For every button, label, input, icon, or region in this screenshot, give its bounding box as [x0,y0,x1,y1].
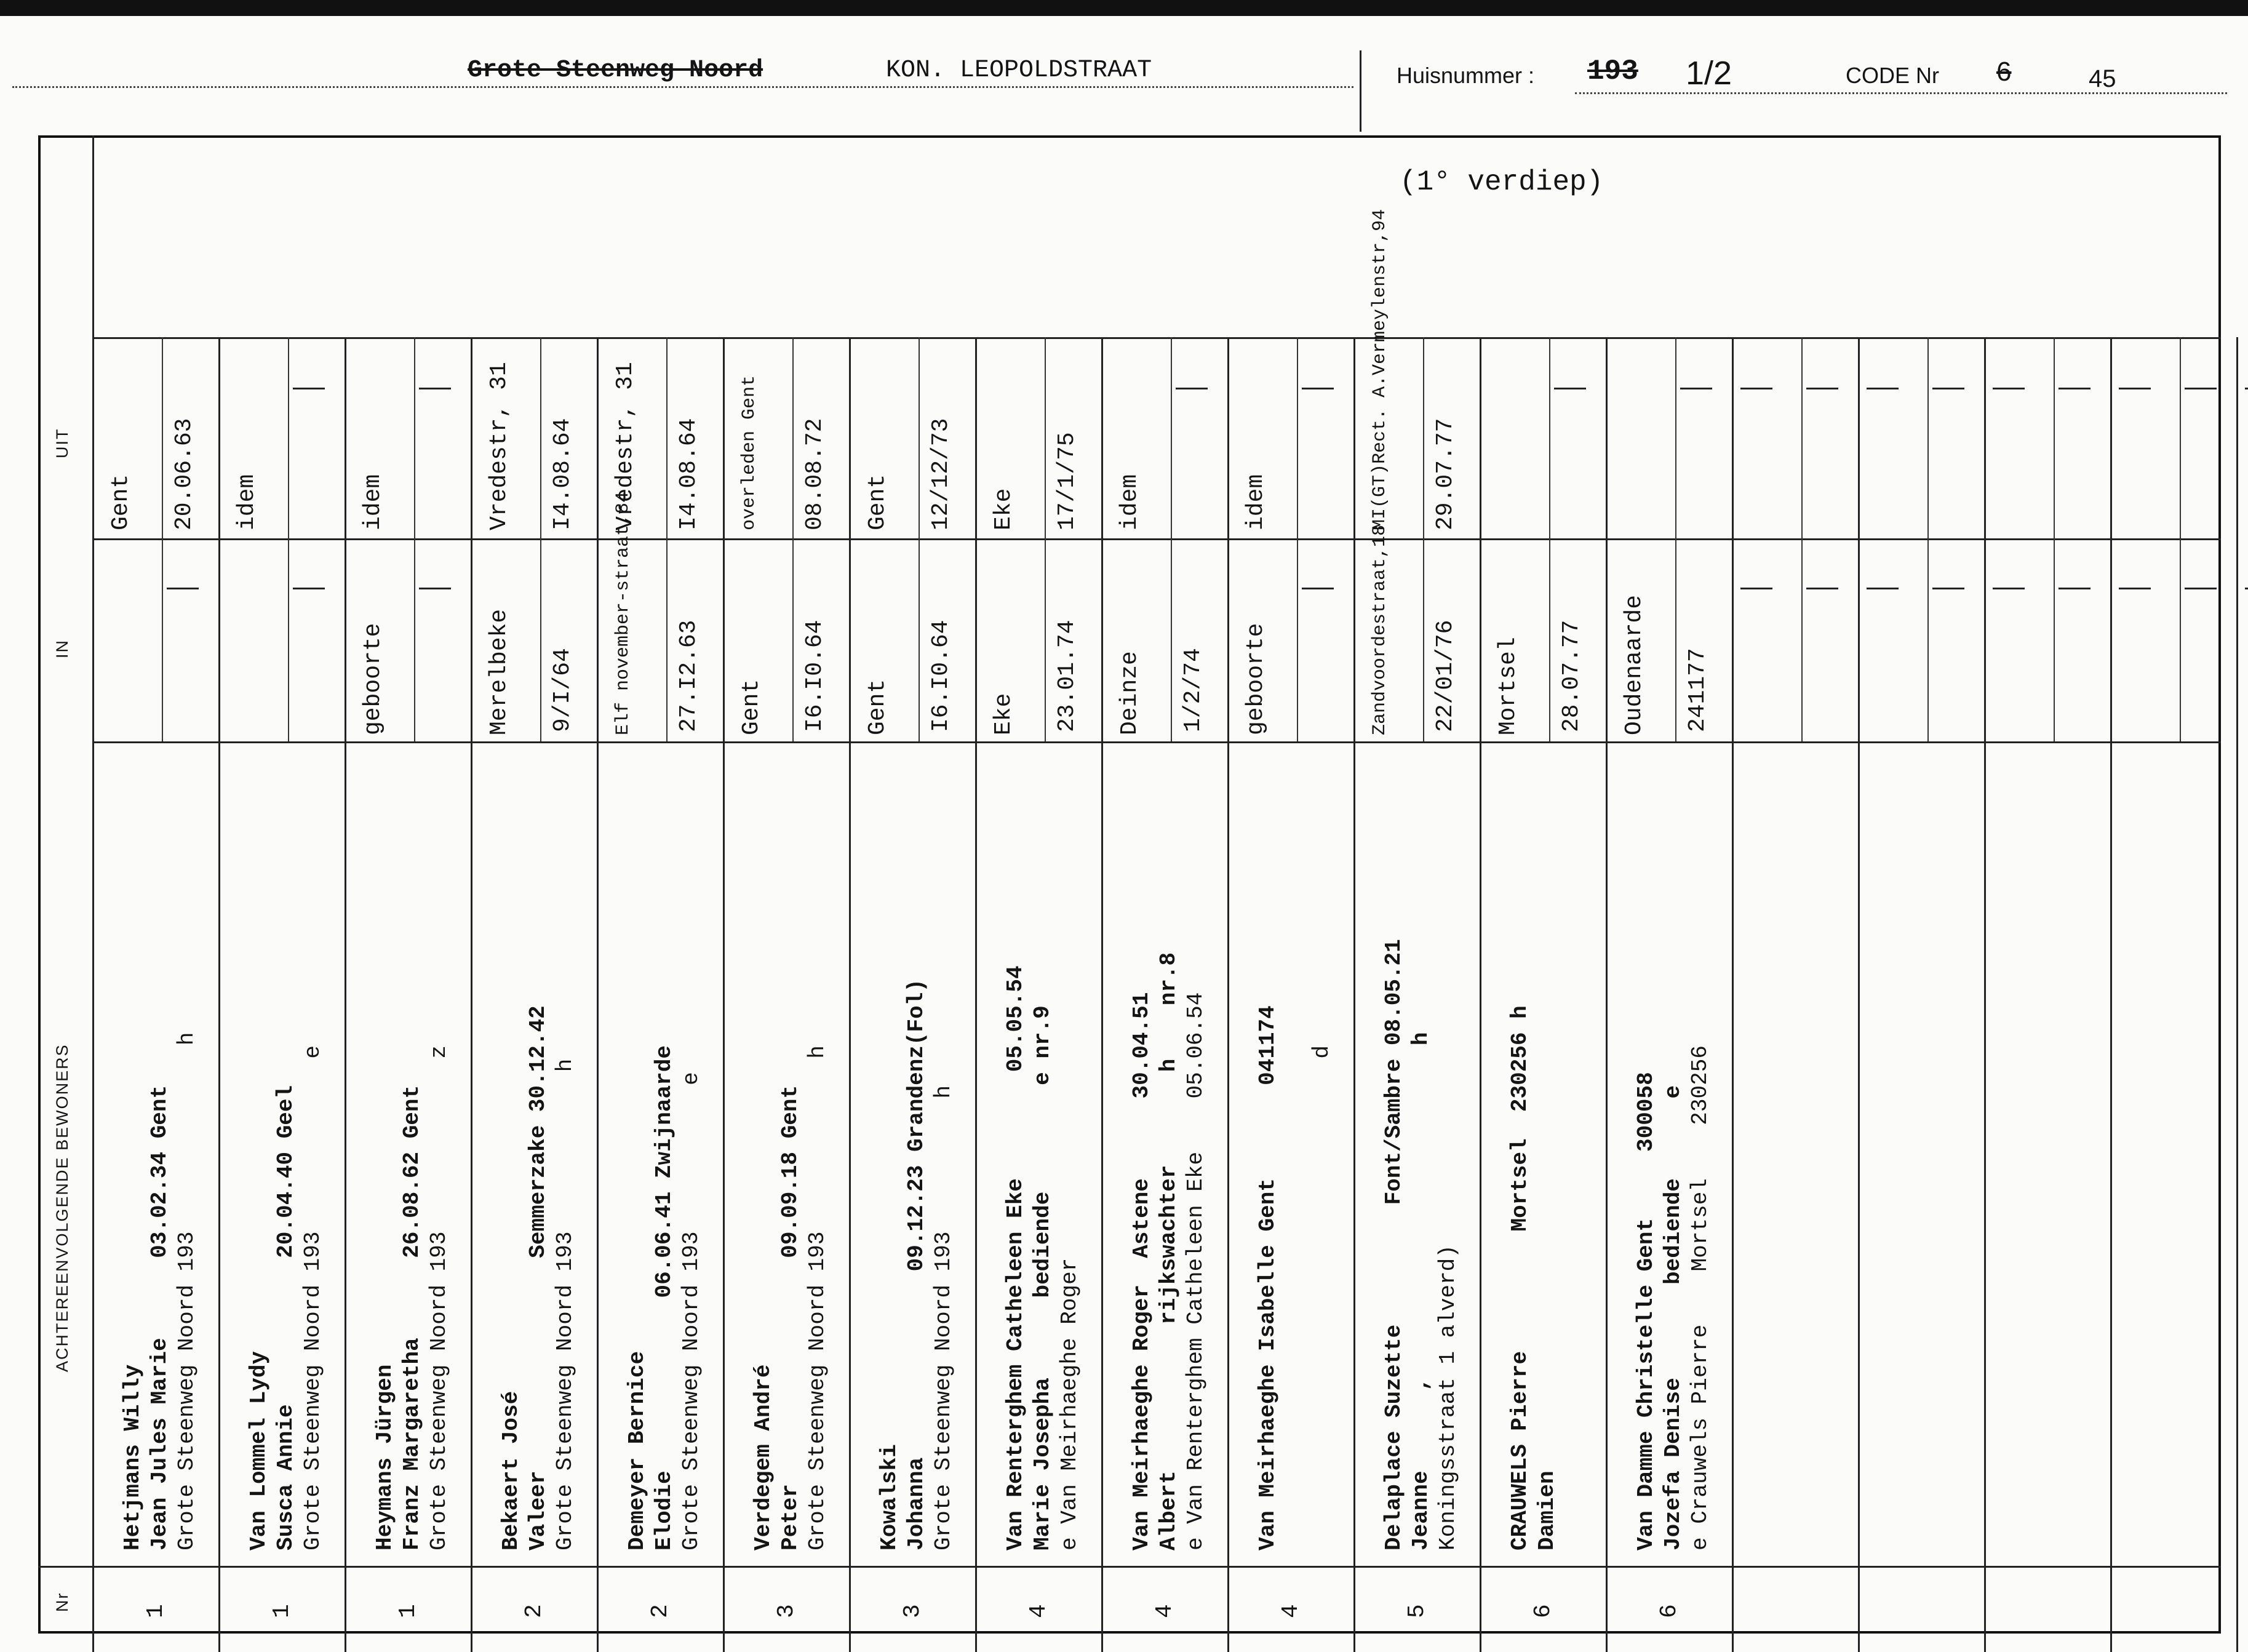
row-divider [2236,337,2238,1634]
row-number: 4 [1278,1604,1304,1618]
dash-mark [1867,388,1899,389]
resident-line: Susca Annie 20.04.40 Geel [273,1085,298,1550]
uit-place: Vredestr, 31 [612,362,639,530]
label-column-divider [92,135,94,1634]
row-divider [975,337,977,1634]
footer-tick [471,1634,472,1652]
huisnummer-struck-value: 193 [1587,55,1638,87]
row-divider [345,337,346,1634]
uit-place: Vredestr, 31 [486,362,512,530]
resident-line: e Van Meirhaeghe Roger [1057,1258,1082,1550]
footer-tick [597,1634,599,1652]
row-subdivider [1171,337,1172,741]
huisnummer-label: Huisnummer : [1397,63,1535,88]
label-nr: Nr [53,1592,71,1612]
row-divider [1480,337,1481,1634]
resident-line: Grote Steenweg Noord 193 h [931,1085,956,1550]
row-subdivider [288,337,289,741]
in-place: geboorte [360,623,386,735]
resident-line: Johanna 09.12.23 Grandenz(Fol) [904,979,929,1550]
resident-line: Heymans Jürgen [372,1364,397,1550]
in-place: Gent [738,679,765,735]
row-divider [1858,337,1860,1634]
row-number: 1 [143,1604,169,1618]
dash-mark [1806,588,1838,589]
row-subdivider [540,337,541,741]
row-divider [1984,337,1986,1634]
resident-line: Peter 09.09.18 Gent [778,1085,803,1550]
uit-place: idem [360,474,386,530]
resident-line: Grote Steenweg Noord 193 e [300,1045,325,1550]
street-name-secondary: KON. LEOPOLDSTRAAT [886,57,1152,84]
in-uit-divider [92,538,2221,540]
dash-mark [2119,588,2151,589]
dash-mark [2185,388,2217,389]
dash-mark [2059,388,2091,389]
resident-line: Marie Josepha bediende e nr.9 [1030,1005,1055,1550]
footer-tick [849,1634,851,1652]
dash-mark [2119,388,2151,389]
resident-line: Bekaert José [498,1391,524,1550]
resident-line: Franz Margaretha 26.08.62 Gent [399,1085,424,1550]
resident-line: Van Meirhaeghe Roger Astene 30.04.51 [1129,992,1154,1550]
footer-tick [1227,1634,1229,1652]
resident-line: Kowalski [877,1444,902,1550]
row-divider [597,337,599,1634]
uit-place: idem [1117,474,1143,530]
street-name-primary: Grote Steenweg Noord [468,57,763,84]
row-subdivider [919,337,920,741]
resident-line: Van Damme Christelle Gent 300058 [1633,1072,1659,1550]
footer-tick [1353,1634,1355,1652]
row-subdivider [1801,337,1803,741]
dash-mark [2185,588,2217,589]
row-subdivider [2180,337,2181,741]
header-dotted-line [12,86,1353,88]
resident-line: Damien [1534,1470,1560,1550]
in-date: 1/2/74 [1180,648,1206,732]
row-subdivider [1927,337,1929,741]
scan-top-edge [0,0,2248,16]
dash-mark [1932,588,1964,589]
row-divider [1101,337,1103,1634]
in-place: Zandvoordestraat,18 [1369,524,1390,735]
dash-mark [1302,588,1334,589]
footer-tick [1101,1634,1103,1652]
uit-date: I4.08.64 [549,418,576,530]
uit-place: idem [234,474,260,530]
in-date: 28.07.77 [1558,620,1585,732]
huisnummer-value: 1/2 [1686,55,1732,92]
code-value: 45 [2089,65,2116,92]
row-number: 2 [647,1604,674,1618]
resident-line: Jean Jules Marie 03.02.34 Gent [147,1085,172,1550]
row-divider [849,337,851,1634]
row-subdivider [1549,337,1550,741]
in-date: 23.01.74 [1054,620,1080,732]
in-place: Merelbeke [486,609,512,735]
in-date: 22/01/76 [1432,620,1459,732]
dash-mark [293,588,325,589]
in-place: geboorte [1243,623,1269,735]
row-subdivider [1045,337,1046,741]
uit-place: overleden Gent [739,375,760,530]
resident-line: d [1309,1045,1334,1550]
resident-line: Van Renterghem Catheleen Eke 05.05.54 [1003,965,1028,1550]
in-date: 9/I/64 [549,648,576,732]
row-divider [723,337,725,1634]
resident-line: Verdegem André [751,1364,776,1550]
resident-line: Albert rijkswachter h nr.8 [1156,952,1181,1550]
row-subdivider [162,337,163,741]
resident-line: Demeyer Bernice [624,1351,650,1550]
footer-tick [218,1634,220,1652]
in-date: I6.I0.64 [928,620,954,732]
resident-line: e Crauwels Pierre Mortsel 230256 [1688,1045,1713,1550]
nr-row-divider [38,1566,2221,1568]
resident-line: CRAUWELS Pierre Mortsel 230256 h [1507,1005,1533,1550]
resident-line: Delaplace Suzette Font/Sambre 08.05.21 [1381,939,1406,1550]
dash-mark [2059,588,2091,589]
resident-line: e Van Renterghem Catheleen Eke 05.06.54 [1183,992,1208,1550]
uit-date: 29.07.77 [1432,418,1459,530]
footer-tick [1606,1634,1608,1652]
uit-place: Eke [990,488,1017,530]
row-subdivider [666,337,668,741]
dash-mark [419,588,451,589]
row-number: 3 [773,1604,800,1618]
row-subdivider [414,337,415,741]
dash-mark [1740,588,1772,589]
row-number: 1 [395,1604,421,1618]
row-divider [1606,337,1608,1634]
resident-line: Jozefa Denise bediende e [1660,1085,1686,1550]
row-number: 4 [1152,1604,1178,1618]
dash-mark [1932,388,1964,389]
row-number: 5 [1404,1604,1430,1618]
row-subdivider [1423,337,1424,741]
row-subdivider [1675,337,1676,741]
dash-mark [1806,388,1838,389]
footer-tick [1480,1634,1481,1652]
floor-note: (1° verdiep) [1400,166,1604,198]
row-number: 3 [899,1604,926,1618]
uit-date: 20.06.63 [171,418,197,530]
uit-date: 08.08.72 [802,418,828,530]
resident-line: Grote Steenweg Noord 193 h [174,1032,199,1550]
resident-line: Elodie 06.06.41 Zwijnaarde [652,1045,677,1550]
dash-mark [1680,388,1712,389]
uit-place: Gent [864,474,891,530]
in-date: I6.I0.64 [802,620,828,732]
uit-place: idem [1243,474,1269,530]
row-subdivider [1297,337,1298,741]
resident-line: Hetjmans Willy [120,1364,145,1550]
uit-place: Gent [108,474,134,530]
header-dotted-line-right [1575,92,2227,94]
in-date: 241177 [1684,648,1711,732]
row-number: 2 [521,1604,548,1618]
dash-mark [1993,388,2025,389]
row-divider [2110,337,2112,1634]
label-bewoners: ACHTEREENVOLGENDE BEWONERS [53,1043,71,1372]
uit-place: MI(GT)Rect. A.Vermeylenstr,94 [1369,209,1390,530]
footer-tick [345,1634,346,1652]
uit-date: 12/12/73 [928,418,954,530]
dash-mark [1740,388,1772,389]
resident-line: Grote Steenweg Noord 193 h [552,1058,578,1550]
label-uit: UIT [53,428,71,458]
code-label: CODE Nr [1846,63,1939,88]
resident-line: Grote Steenweg Noord 193 e [679,1072,704,1550]
row-divider [1353,337,1355,1634]
dash-mark [1867,588,1899,589]
footer-tick [2236,1634,2238,1652]
row-divider [1227,337,1229,1634]
row-number: 4 [1026,1604,1052,1618]
row-subdivider [792,337,794,741]
row-number: 1 [269,1604,295,1618]
row-divider [1732,337,1734,1634]
footer-tick [92,1634,94,1652]
row-subdivider [2054,337,2055,741]
dash-mark [293,388,325,389]
resident-line: Grote Steenweg Noord 193 z [426,1045,452,1550]
footer-tick [975,1634,977,1652]
row-number: 6 [1530,1604,1556,1618]
in-place: Gent [864,679,891,735]
resident-line: Jeanne , h [1408,1032,1433,1550]
dash-mark [1176,388,1208,389]
code-struck-value: 6 [1996,57,2012,87]
in-place: Oudenaarde [1621,594,1648,735]
footer-tick [723,1634,725,1652]
in-bewoners-divider [92,741,2221,743]
label-in: IN [53,639,71,658]
in-place: Elf november-straat,84 [613,491,634,735]
dash-mark [2245,588,2248,589]
resident-line: Van Meirhaeghe Isabelle Gent 041174 [1255,1005,1280,1550]
in-place: Eke [990,693,1017,735]
in-date: 27.I2.63 [676,620,702,732]
resident-line: Koningsstraat 1 alverd) [1435,1245,1461,1550]
row-divider [471,337,472,1634]
in-place: Deinze [1117,651,1143,735]
footer-tick [2110,1634,2112,1652]
footer-tick [1858,1634,1860,1652]
row-number: 6 [1656,1604,1683,1618]
in-place: Mortsel [1495,637,1521,735]
dash-mark [2245,388,2248,389]
uit-top-rule [92,337,2221,339]
dash-mark [1993,588,2025,589]
resident-line: Valeer Semmerzake 30.12.42 [525,1005,551,1550]
uit-date: 17/1/75 [1054,432,1080,530]
resident-line: Grote Steenweg Noord 193 h [805,1045,830,1550]
dash-mark [1554,388,1586,389]
footer-tick [1732,1634,1734,1652]
resident-line: Van Lommel Lydy [246,1351,271,1550]
header-divider [1360,50,1361,132]
dash-mark [167,588,199,589]
dash-mark [419,388,451,389]
dash-mark [1302,388,1334,389]
uit-date: I4.08.64 [676,418,702,530]
footer-tick [1984,1634,1986,1652]
row-divider [218,337,220,1634]
